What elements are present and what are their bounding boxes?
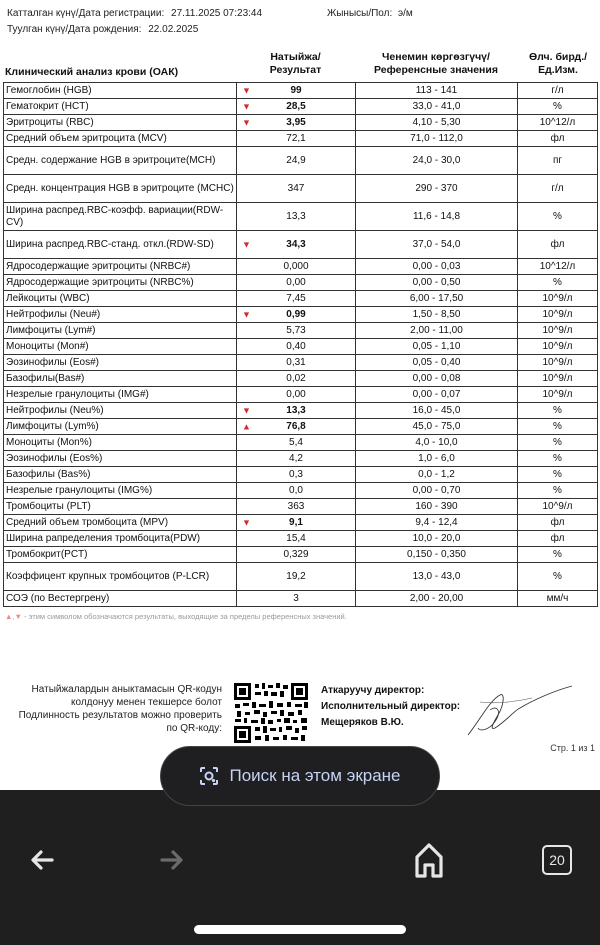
table-row [4, 591, 598, 607]
reference-range: 13,0 - 43,0 [356, 563, 518, 591]
reference-range: 10,0 - 20,0 [356, 531, 518, 547]
low-flag-icon: ▼ [242, 100, 251, 111]
unit: % [518, 483, 598, 499]
reference-range: 1,0 - 6,0 [356, 451, 518, 467]
test-name: Ширина распред.RBC-коэфф. вариации(RDW-CV) [4, 203, 237, 231]
legend-note [5, 612, 347, 621]
test-result-cell [237, 499, 356, 515]
test-name: Средн. содержание HGB в эритроците(MCH) [4, 147, 237, 175]
test-result: 3 [293, 592, 299, 604]
result-header-ru: Результат [269, 64, 322, 76]
verify-line: по QR-коду: [166, 723, 222, 734]
table-row [4, 323, 598, 339]
test-name: Эозинофилы (Eos#) [4, 355, 237, 371]
unit: % [518, 435, 598, 451]
signature-icon [460, 680, 575, 740]
reference-header-ru: Референсные значения [374, 64, 498, 76]
reference-range: 33,0 - 41,0 [356, 99, 518, 115]
reference-range: 290 - 370 [356, 175, 518, 203]
director-block [321, 683, 460, 731]
test-result-cell [237, 323, 356, 339]
sex-label: Жынысы/Пол: [327, 8, 393, 19]
table-row [4, 435, 598, 451]
lens-label: Поиск на этом экране [229, 766, 401, 785]
tabs-button[interactable] [537, 840, 577, 880]
reference-range: 113 - 141 [356, 83, 518, 99]
birth-value: 22.02.2025 [148, 24, 199, 35]
test-result: 5,73 [286, 324, 306, 336]
unit: фл [518, 131, 598, 147]
unit: % [518, 467, 598, 483]
table-row [4, 547, 598, 563]
test-result-cell [237, 147, 356, 175]
forward-arrow-icon [158, 846, 186, 874]
test-result-cell [237, 259, 356, 275]
test-name: Тромбоциты (PLT) [4, 499, 237, 515]
unit-column-header [517, 51, 599, 77]
test-result-cell [237, 339, 356, 355]
reference-range: 0,00 - 0,07 [356, 387, 518, 403]
test-result: 72,1 [286, 132, 306, 144]
test-result: 5,4 [289, 436, 303, 448]
test-name: Тромбокрит(PCT) [4, 547, 237, 563]
test-name: СОЭ (по Вестергрену) [4, 591, 237, 607]
unit: пг [518, 147, 598, 175]
test-result: 0,00 [286, 276, 306, 288]
test-result-cell [237, 403, 356, 419]
test-result: 76,8 [286, 420, 306, 432]
table-row [4, 371, 598, 387]
unit: г/л [518, 175, 598, 203]
test-name: Эозинофилы (Eos%) [4, 451, 237, 467]
reference-range: 9,4 - 12,4 [356, 515, 518, 531]
unit: % [518, 403, 598, 419]
table-row [4, 483, 598, 499]
test-result: 0,000 [283, 260, 309, 272]
test-name: Гемоглобин (HGB) [4, 83, 237, 99]
sex-value: э/м [398, 8, 413, 19]
test-result-cell [237, 547, 356, 563]
unit-header-ky: Өлч. бирд./ [528, 51, 588, 63]
reference-range: 0,150 - 0,350 [356, 547, 518, 563]
reference-range: 4,10 - 5,30 [356, 115, 518, 131]
table-row [4, 83, 598, 99]
unit: фл [518, 231, 598, 259]
reference-range: 6,00 - 17,50 [356, 291, 518, 307]
test-result-cell [237, 231, 356, 259]
table-row [4, 259, 598, 275]
test-result-cell [237, 115, 356, 131]
registration-value: 27.11.2025 07:23:44 [171, 8, 263, 19]
test-name: Средн. концентрация HGB в эритроците (MCHC) [4, 175, 237, 203]
low-flag-icon: ▼ [242, 308, 251, 319]
verify-line: Подлинность результатов можно проверить [18, 710, 222, 721]
table-row [4, 99, 598, 115]
result-column-header [236, 51, 355, 77]
table-row [4, 499, 598, 515]
unit: 10^9/л [518, 307, 598, 323]
test-result-cell [237, 203, 356, 231]
reference-range: 2,00 - 20,00 [356, 591, 518, 607]
test-name: Ширина распред.RBC-станд. откл.(RDW-SD) [4, 231, 237, 259]
test-result: 24,9 [286, 154, 306, 166]
unit-header-ru: Ед.Изм. [538, 64, 578, 76]
table-row [4, 563, 598, 591]
unit: фл [518, 515, 598, 531]
back-button[interactable] [22, 840, 62, 880]
reference-range: 37,0 - 54,0 [356, 231, 518, 259]
tabs-count: 20 [549, 852, 565, 868]
test-result-cell [237, 175, 356, 203]
test-name: Гематокрит (HCT) [4, 99, 237, 115]
test-result-cell [237, 451, 356, 467]
table-row [4, 175, 598, 203]
unit: 10^9/л [518, 323, 598, 339]
flag-symbols: ▲,▼ [5, 612, 22, 621]
test-result-cell [237, 275, 356, 291]
test-name: Средний объем тромбоцита (MPV) [4, 515, 237, 531]
reference-range: 24,0 - 30,0 [356, 147, 518, 175]
reference-range: 71,0 - 112,0 [356, 131, 518, 147]
tabs-icon [542, 845, 572, 875]
test-result-cell [237, 371, 356, 387]
unit: г/л [518, 83, 598, 99]
unit: 10^9/л [518, 339, 598, 355]
table-row [4, 231, 598, 259]
unit: % [518, 419, 598, 435]
table-row [4, 203, 598, 231]
registration-label: Катталган күнү/Дата регистрации: [7, 8, 165, 19]
table-row [4, 131, 598, 147]
blood-test-table [3, 82, 598, 607]
forward-button[interactable] [152, 840, 192, 880]
unit: 10^12/л [518, 115, 598, 131]
test-name: Лимфоциты (Lym#) [4, 323, 237, 339]
reference-range: 0,0 - 1,2 [356, 467, 518, 483]
unit: % [518, 275, 598, 291]
registration-date [7, 8, 262, 19]
table-row [4, 307, 598, 323]
table-row [4, 387, 598, 403]
test-name: Незрелые гранулоциты (IMG#) [4, 387, 237, 403]
unit: 10^9/л [518, 387, 598, 403]
unit: 10^9/л [518, 291, 598, 307]
unit: мм/ч [518, 591, 598, 607]
reference-column-header [355, 51, 517, 77]
unit: % [518, 547, 598, 563]
test-result-cell [237, 355, 356, 371]
test-result: 0,99 [286, 308, 306, 320]
test-result: 0,31 [286, 356, 306, 368]
test-name: Базофилы(Bas#) [4, 371, 237, 387]
test-result: 3,95 [286, 116, 306, 128]
low-flag-icon: ▼ [242, 238, 251, 249]
test-result-cell [237, 83, 356, 99]
reference-range: 0,05 - 1,10 [356, 339, 518, 355]
table-row [4, 339, 598, 355]
test-result: 15,4 [286, 532, 306, 544]
unit: % [518, 563, 598, 591]
legend-text: - этим символом обозначаются результаты, выходящие за пределы референсных значений. [21, 612, 347, 621]
test-result-cell [237, 291, 356, 307]
reference-range: 0,00 - 0,03 [356, 259, 518, 275]
test-name: Эритроциты (RBC) [4, 115, 237, 131]
table-row [4, 355, 598, 371]
test-name: Ядросодержащие эритроциты (NRBC%) [4, 275, 237, 291]
home-icon [413, 842, 445, 878]
low-flag-icon: ▼ [242, 516, 251, 527]
reference-header-ky: Ченемин көргөзгүчү/ [382, 51, 490, 63]
director-title-ru: Исполнительный директор: [321, 701, 461, 712]
home-button[interactable] [409, 840, 449, 880]
table-row [4, 531, 598, 547]
table-row [4, 467, 598, 483]
director-name: Мещеряков В.Ю. [321, 717, 404, 728]
unit: % [518, 451, 598, 467]
reference-range: 1,50 - 8,50 [356, 307, 518, 323]
test-result-cell [237, 307, 356, 323]
table-row [4, 291, 598, 307]
test-result: 347 [287, 182, 305, 194]
unit: % [518, 99, 598, 115]
table-row [4, 275, 598, 291]
director-title-ky: Аткаруучу директор: [321, 685, 425, 696]
birth-label: Туулган күнү/Дата рождения: [7, 24, 142, 35]
table-row [4, 451, 598, 467]
unit: 10^9/л [518, 355, 598, 371]
browser-navigation-bar [0, 790, 600, 945]
unit: фл [518, 531, 598, 547]
high-flag-icon: ▲ [242, 420, 251, 431]
table-row [4, 115, 598, 131]
test-result-cell [237, 591, 356, 607]
test-result: 0,3 [289, 468, 303, 480]
page-number: Стр. 1 из 1 [550, 743, 595, 753]
reference-range: 2,00 - 11,00 [356, 323, 518, 339]
reference-range: 0,00 - 0,08 [356, 371, 518, 387]
reference-range: 16,0 - 45,0 [356, 403, 518, 419]
test-result-cell [237, 483, 356, 499]
test-result: 19,2 [286, 570, 306, 582]
test-name: Средний объем эритроцита (MCV) [4, 131, 237, 147]
unit: 10^9/л [518, 499, 598, 515]
test-result: 9,1 [289, 516, 303, 528]
sex-field [327, 8, 413, 19]
test-result-cell [237, 531, 356, 547]
test-name: Ядросодержащие эритроциты (NRBC#) [4, 259, 237, 275]
search-on-screen-button[interactable] [160, 746, 440, 806]
test-result-cell [237, 419, 356, 435]
test-result-cell [237, 99, 356, 115]
low-flag-icon: ▼ [242, 84, 251, 95]
table-row [4, 419, 598, 435]
reference-range: 0,00 - 0,70 [356, 483, 518, 499]
test-name: Лимфоциты (Lym%) [4, 419, 237, 435]
unit: 10^12/л [518, 259, 598, 275]
test-result: 4,2 [289, 452, 303, 464]
test-result-cell [237, 563, 356, 591]
test-result-cell [237, 131, 356, 147]
reference-range: 160 - 390 [356, 499, 518, 515]
test-result: 34,3 [286, 238, 306, 250]
qr-code-icon[interactable] [233, 682, 309, 744]
test-name: Лейкоциты (WBC) [4, 291, 237, 307]
result-header-ky: Натыйжа/ [270, 51, 321, 63]
unit: 10^9/л [518, 371, 598, 387]
test-name: Ширина рапределения тромбоцита(PDW) [4, 531, 237, 547]
test-name: Моноциты (Mon%) [4, 435, 237, 451]
test-result: 13,3 [286, 404, 306, 416]
test-result: 363 [287, 500, 305, 512]
test-result-cell [237, 435, 356, 451]
table-row [4, 147, 598, 175]
qr-verify-text [19, 683, 222, 735]
reference-range: 0,05 - 0,40 [356, 355, 518, 371]
test-result: 7,45 [286, 292, 306, 304]
low-flag-icon: ▼ [242, 404, 251, 415]
test-result: 99 [290, 84, 302, 96]
test-result: 0,40 [286, 340, 306, 352]
reference-range: 45,0 - 75,0 [356, 419, 518, 435]
birth-date [7, 24, 198, 35]
gesture-home-bar[interactable] [194, 925, 406, 934]
test-result-cell [237, 467, 356, 483]
test-result-cell [237, 387, 356, 403]
test-name: Базофилы (Bas%) [4, 467, 237, 483]
test-result: 0,02 [286, 372, 306, 384]
test-name: Коэффицент крупных тромбоцитов (P-LCR) [4, 563, 237, 591]
reference-range: 0,00 - 0,50 [356, 275, 518, 291]
reference-range: 11,6 - 14,8 [356, 203, 518, 231]
verify-line: Натыйжалардын аныктамасын QR-кодун [31, 684, 222, 695]
low-flag-icon: ▼ [242, 116, 251, 127]
back-arrow-icon [28, 846, 56, 874]
test-name: Незрелые гранулоциты (IMG%) [4, 483, 237, 499]
test-name: Нейтрофилы (Neu%) [4, 403, 237, 419]
test-name: Моноциты (Mon#) [4, 339, 237, 355]
test-result: 0,0 [289, 484, 303, 496]
table-row [4, 403, 598, 419]
test-result-cell [237, 515, 356, 531]
test-result: 0,00 [286, 388, 306, 400]
lens-icon [199, 766, 219, 786]
test-result: 28,5 [286, 100, 306, 112]
test-result: 13,3 [286, 210, 306, 222]
table-title: Клинический анализ крови (ОАК) [5, 66, 179, 78]
unit: % [518, 203, 598, 231]
test-name: Нейтрофилы (Neu#) [4, 307, 237, 323]
table-row [4, 515, 598, 531]
test-result: 0,329 [283, 548, 309, 560]
reference-range: 4,0 - 10,0 [356, 435, 518, 451]
verify-line: колдонуу менен текшерсе болот [70, 697, 222, 708]
